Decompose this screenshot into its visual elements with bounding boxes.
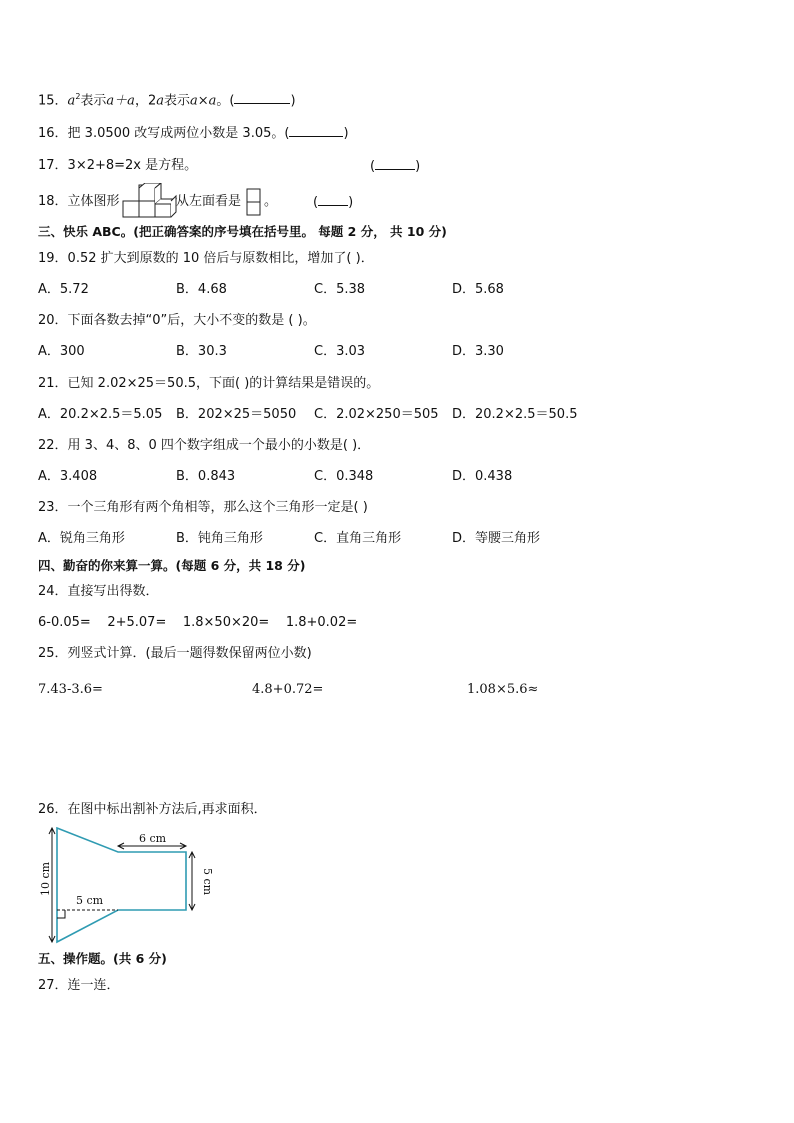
question-18-cont — [176, 193, 241, 211]
option-a[interactable]: A．锐角三角形 — [38, 531, 125, 546]
option-d[interactable]: D．3.30 — [452, 344, 504, 359]
question-text: 18．立体图形 — [38, 194, 120, 209]
option-b[interactable]: B．202×25＝5050 — [176, 407, 297, 422]
question-text: 17．3×2+8=2x 是方程。 — [38, 158, 198, 173]
answer-blank[interactable] — [234, 91, 290, 104]
composite-figure — [34, 822, 214, 948]
question-18-end — [264, 193, 277, 211]
text: 。 — [264, 194, 278, 209]
option-b[interactable]: B．0.843 — [176, 469, 236, 484]
left-view-icon — [246, 188, 262, 216]
text: ) — [343, 126, 349, 141]
expression-a-times-a: a×a — [190, 93, 217, 109]
section-4-heading: 四、勤奋的你来算一算。(每题 6 分，共 18 分) — [38, 558, 306, 573]
option-c[interactable]: C．3.03 — [314, 344, 366, 359]
question-24-items: 6-0.05= 2+5.07= 1.8×50×20= 1.8+0.02= — [38, 615, 358, 630]
option-a[interactable]: A．20.2×2.5＝5.05 — [38, 407, 163, 422]
label-right: 5 cm — [201, 868, 214, 896]
text: 从左面看是 — [176, 194, 242, 209]
label-left: 10 cm — [39, 861, 52, 896]
figure-outline — [57, 828, 186, 942]
answer-blank[interactable] — [375, 157, 415, 170]
text: ( — [313, 195, 319, 210]
superscript: 2 — [75, 92, 81, 101]
text: 。( — [216, 93, 235, 109]
answer-bracket — [313, 193, 353, 212]
question-25-item-1: 7.43-3.6= — [38, 682, 103, 697]
question-26: 26．在图中标出割补方法后,再求面积． — [38, 802, 267, 817]
text: 表示 — [163, 93, 190, 109]
question-27: 27．连一连． — [38, 978, 120, 993]
question-17 — [38, 157, 197, 175]
question-number: 15． — [38, 93, 68, 109]
question-25: 25．列竖式计算．(最后一题得数保留两位小数) — [38, 646, 312, 661]
option-d[interactable]: D．0.438 — [452, 469, 513, 484]
question-22: 22．用 3、4、8、0 四个数字组成一个最小的小数是( )． — [38, 438, 371, 453]
option-a[interactable]: A．3.408 — [38, 469, 98, 484]
answer-blank[interactable] — [318, 193, 348, 206]
question-20: 20．下面各数去掉“0”后，大小不变的数是 ( )。 — [38, 313, 316, 328]
answer-bracket — [370, 157, 420, 176]
question-19: 19．0.52 扩大到原数的 10 倍后与原数相比，增加了( )． — [38, 251, 374, 266]
var-a: a — [156, 93, 164, 109]
option-a[interactable]: A．300 — [38, 344, 85, 359]
option-d[interactable]: D．20.2×2.5＝50.5 — [452, 407, 578, 422]
section-5-heading: 五、操作题。(共 6 分) — [38, 951, 167, 966]
question-21: 21．已知 2.02×25＝50.5，下面( )的计算结果是错误的。 — [38, 376, 380, 391]
option-c[interactable]: C．2.02×250＝505 — [314, 407, 439, 422]
question-25-item-2: 4.8+0.72= — [252, 682, 324, 697]
question-15 — [38, 88, 296, 110]
option-b[interactable]: B．4.68 — [176, 282, 227, 297]
label-inner: 5 cm — [76, 894, 104, 907]
question-18 — [38, 193, 120, 211]
text: ( — [370, 159, 376, 174]
text: ，2 — [134, 93, 157, 109]
option-d[interactable]: D．等腰三角形 — [452, 531, 541, 546]
text: ) — [290, 93, 296, 109]
option-b[interactable]: B．钝角三角形 — [176, 531, 263, 546]
text: 表示 — [80, 93, 107, 109]
label-top: 6 cm — [139, 832, 167, 845]
answer-blank[interactable] — [289, 124, 343, 137]
option-c[interactable]: C．5.38 — [314, 282, 366, 297]
option-c[interactable]: C．直角三角形 — [314, 531, 402, 546]
question-23: 23．一个三角形有两个角相等，那么这个三角形一定是( ) — [38, 500, 368, 515]
text: ) — [348, 195, 354, 210]
question-text: 16．把 3.0500 改写成两位小数是 3.05。( — [38, 126, 290, 141]
question-24: 24．直接写出得数． — [38, 584, 159, 599]
option-c[interactable]: C．0.348 — [314, 469, 374, 484]
var-a: a — [67, 93, 76, 109]
option-d[interactable]: D．5.68 — [452, 282, 504, 297]
section-3-heading: 三、快乐 ABC。(把正确答案的序号填在括号里。 每题 2 分， 共 10 分) — [38, 224, 447, 239]
text: ) — [415, 159, 421, 174]
solid-figure-icon — [121, 183, 177, 219]
option-a[interactable]: A．5.72 — [38, 282, 89, 297]
question-16 — [38, 124, 349, 143]
option-b[interactable]: B．30.3 — [176, 344, 227, 359]
question-25-item-3: 1.08×5.6≈ — [467, 682, 539, 697]
expression-a-plus-a: a＋a — [106, 93, 135, 109]
